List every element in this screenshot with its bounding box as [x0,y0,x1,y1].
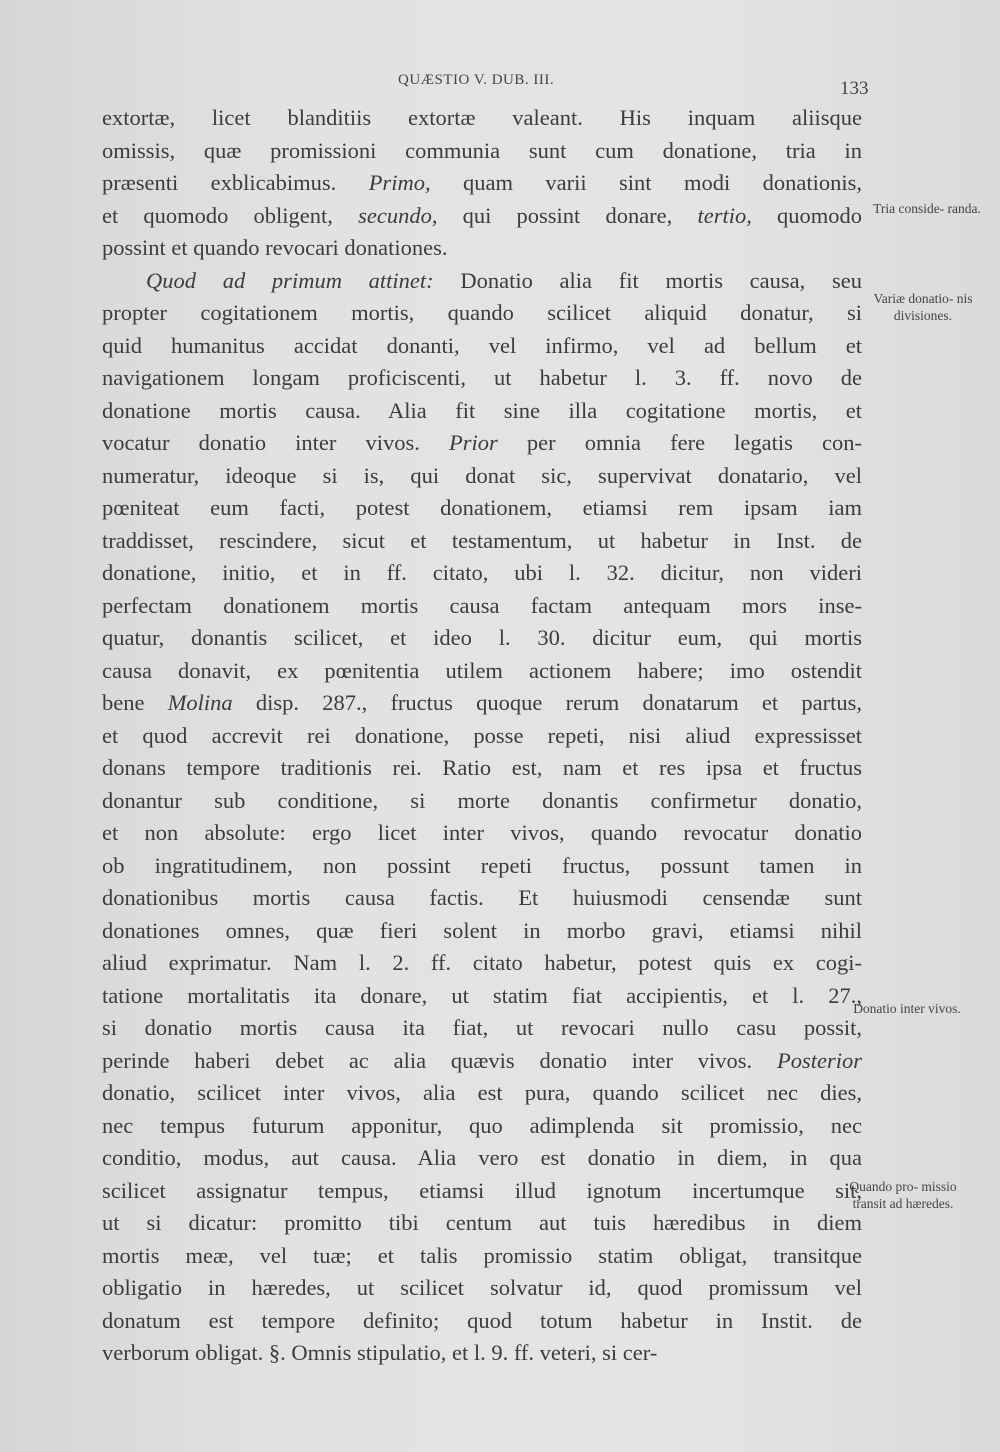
page-number: 133 [840,78,869,99]
text-line: et non absolute: ergo licet inter vivos, quando revocatur donatio [102,820,862,845]
text-line: et quod accrevit rei donatione, posse repeti, nisi aliud expressisset [102,722,862,748]
text-line: scilicet assignatur tempus, etiamsi illud ignotum incertumque sit, [102,1177,862,1203]
text-line: perfectam donationem mortis causa factam antequam mors inse- [102,592,862,618]
text-line: donationes omnes, quæ fieri solent in morbo gravi, etiamsi nihil [102,917,862,943]
text-line: causa donavit, ex pœnitentia utilem actionem habere; imo ostendit [102,657,862,683]
text-line: verborum obligat. §. Omnis stipulatio, et l. 9. ff. veteri, si cer- [102,1340,658,1365]
text-line: nec tempus futurum apponitur, quo adimplenda sit promissio, nec [102,1112,862,1138]
text-line: donationibus mortis causa factis. Et huiusmodi censendæ sunt [102,885,862,910]
text-line: præsenti exblicabimus. Primo, quam varii sint modi donationis, [102,170,863,195]
text-line: mortis meæ, vel tuæ; et talis promissio statim obligat, transitque [102,1242,862,1268]
text-line: donatum est tempore definito; quod totum habetur in Instit. de [102,1307,862,1333]
text-line: ut si dicatur: promitto tibi centum aut tuis hæredibus in diem [102,1210,862,1235]
margin-note: Variæ donatio- nis divisiones. [873,291,973,323]
text-line: pœniteat eum facti, potest donationem, etiamsi rem ipsam iam [102,495,862,520]
text-line: donatio, scilicet inter vivos, alia est pura, quando scilicet nec dies, [102,1080,862,1105]
running-title: QUÆSTIO V. DUB. III. [398,72,555,88]
text-line: quid humanitus accidat donanti, vel infirmo, vel ad bellum et [102,332,862,358]
text-line: tatione mortalitatis ita donare, ut statim fiat accipientis, et l. 27., [102,982,862,1008]
text-line: aliud exprimatur. Nam l. 2. ff. citato habetur, potest quis ex cogi- [102,950,862,975]
text-line: numeratur, ideoque si is, qui donat sic, supervivat donatario, vel [102,462,862,488]
text-line: bene Molina disp. 287., fructus quoque rerum donatarum et partus, [102,690,862,715]
text-line: omissis, quæ promissioni communia sunt cum donatione, tria in [102,137,862,163]
text-line: extortæ, licet blanditiis extortæ valeant. His inquam aliisque [102,105,862,130]
text-line: donans tempore traditionis rei. Ratio est, nam et res ipsa et fructus [102,755,862,780]
text-line: navigationem longam proficiscenti, ut habetur l. 3. ff. novo de [102,365,862,390]
text-line: donatione mortis causa. Alia fit sine illa cogitatione mortis, et [102,397,862,423]
text-line: obligatio in hæredes, ut scilicet solvatur id, quod promissum vel [102,1275,862,1300]
text-line: Quod ad primum attinet: Donatio alia fit mortis causa, seu [146,267,862,293]
body-text [102,102,862,1370]
text-line: possint et quando revocari donationes. [102,235,448,260]
text-line: si donatio mortis causa ita fiat, ut revocari nullo casu possit, [102,1015,862,1040]
text-line: conditio, modus, aut causa. Alia vero est donatio in diem, in qua [102,1145,862,1170]
text-line: donatione, initio, et in ff. citato, ubi l. 32. dicitur, non videri [102,560,862,585]
margin-note: Donatio inter vivos. [853,1001,961,1016]
text-line: ob ingratitudinem, non possint repeti fructus, possunt tamen in [102,852,862,878]
text-line: perinde haberi debet ac alia quævis donatio inter vivos. Posterior [102,1047,862,1073]
text-line: propter cogitationem mortis, quando scilicet aliquid donatur, si [102,300,862,325]
margin-note: Tria conside- randa. [873,201,981,216]
text-line: donantur sub conditione, si morte donantis confirmetur donatio, [102,787,862,813]
text-line: quatur, donantis scilicet, et ideo l. 30. dicitur eum, qui mortis [102,625,862,650]
text-line: et quomodo obligent, secundo, qui possint donare, tertio, quomodo [102,202,862,228]
text-line: traddisset, rescindere, sicut et testamentum, ut habetur in Inst. de [102,527,862,553]
text-line: vocatur donatio inter vivos. Prior per omnia fere legatis con- [102,430,863,455]
margin-note: Quando pro- missio transit ad hæredes. [849,1179,957,1211]
